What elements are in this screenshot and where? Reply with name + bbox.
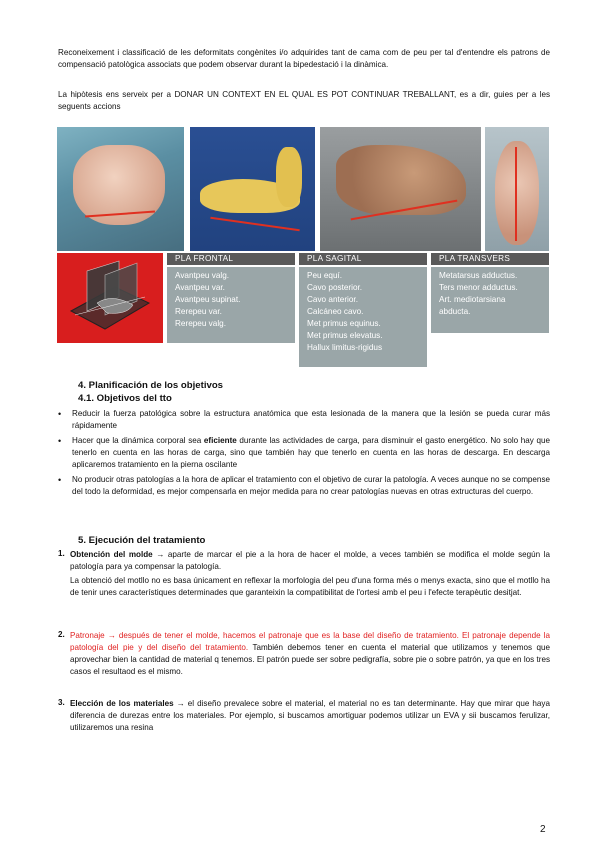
section-4-heading: 4. Planificación de los objetivos <box>78 380 224 391</box>
plane-frontal-title: PLA FRONTAL <box>167 253 295 265</box>
plane-transvers-item: Metatarsus adductus. <box>439 271 518 280</box>
plane-sagital-item: Cavo posterior. <box>307 283 363 292</box>
objectives-list <box>58 408 550 498</box>
item-1-body: → aparte de marcar el pie a la hora de hacer el molde, a veces también se modifica el molde según la patología para ya compensar la patología. <box>70 550 550 571</box>
item-3-label: Elección de los materiales <box>70 699 174 708</box>
plane-sagital-item: Calcáneo cavo. <box>307 307 364 316</box>
plane-transvers-item: Art. mediotarsiana <box>439 295 506 304</box>
plane-sagital-item: Peu equí. <box>307 271 343 280</box>
plane-transvers-item: abducta. <box>439 307 471 316</box>
item-2-body: También debemos tener en cuenta el material que utilizamos y tenemos que aprovechar bien la cantidad de material q tenemos. El patrón puede ser sobre pedigrafía, sobre pie o sobre patrón, ya que en los tres casos el resultaod es el mismo. <box>70 643 550 676</box>
plane-frontal-item: Rerepeu var. <box>175 307 222 316</box>
plane-frontal-item: Avantpeu supinat. <box>175 295 241 304</box>
item-3-number: 3. <box>58 698 65 707</box>
intro-paragraph: Reconeixement i classificació de les deformitats congènites i/o adquirides tant de cama com de peu per tal d'entendre els patrons de compensació patològica associats que podem observar durant la bipedestació i la dinàmica. <box>58 48 550 69</box>
photo-sagital-yellow <box>190 127 315 251</box>
list-item: • Hacer que la dinámica corporal sea eficiente durante las actividades de carga, para disminuir el gasto energético. No solo hay que tenerlo en cuenta en las horas de carga, sino que también hay que tenerlo en cuenta en las horas de descarga. En descarga aplicaremos tratamiento en la pierna oscilante <box>58 435 550 471</box>
list-item: • Reducir la fuerza patológica sobre la estructura anatómica que esta lesionada de la manera que la lesión se pueda curar más rápidamente <box>58 408 550 432</box>
plane-transvers-item: Ters menor adductus. <box>439 283 518 292</box>
item-2-highlight: Patronaje → después de tener el molde, hacemos el patronaje que es la base del diseño de tratamiento. El patronaje depende la patología del pie y del diseño del tratamiento. <box>70 631 550 652</box>
item-1-paragraph: La obtenció del motllo no es basa únicament en reflexar la morfologia del peu d'una forma més o menys exacta, sino que el motllo ha de tenir unes característiques determinades que garanteixin la compatibilitat de l'ortesi amb el peu i l'efecte terapèutic desitjat. <box>70 576 550 597</box>
plane-sagital-item: Hallux limitus-rigidus <box>307 343 383 352</box>
plane-transvers-list <box>431 267 549 333</box>
plane-frontal-item: Avantpeu valg. <box>175 271 230 280</box>
item-3-text <box>70 698 550 734</box>
item-1-label: Obtención del molde <box>70 550 153 559</box>
plane-sagital-item: Cavo anterior. <box>307 295 358 304</box>
page-number: 2 <box>540 824 546 835</box>
plane-frontal-item: Avantpeu var. <box>175 283 225 292</box>
plane-sagital-list <box>299 267 427 367</box>
photo-frontal <box>57 127 184 251</box>
intro-hypothesis: La hipòtesis ens serveix per a DONAR UN CONTEXT EN EL QUAL ES POT CONTINUAR TREBALLANT, es a dir, guies per a les seguents accions <box>58 90 550 111</box>
photo-transvers <box>485 127 549 251</box>
item-3-body: → el diseño prevalece sobre el material, el material no es tan determinante. Hay que mirar que haya diferencia de durezas entre los materiales. Por ejemplo, si buscamos amortiguar podemos utilizar un EVA y sii buscamos ferulizar, utilizaremos una resina <box>70 699 550 732</box>
foot-deformities-figure <box>57 127 549 367</box>
item-1-number: 1. <box>58 549 65 558</box>
planes-diagram <box>57 253 163 343</box>
plane-frontal-list <box>167 267 295 343</box>
section-5-heading: 5. Ejecución del tratamiento <box>78 535 206 546</box>
plane-sagital-item: Met primus equinus. <box>307 319 381 328</box>
list-item: • No producir otras patologías a la hora de aplicar el tratamiento con el objetivo de curar la patología. A veces aunque no se compense del todo la deformidad, es mejor compensarla en mejor medida para no crear patologías nuevas en otras extructuras del cuerpo. <box>58 474 550 498</box>
item-2-text <box>70 630 550 678</box>
item-1-text <box>70 549 550 573</box>
plane-transvers-title: PLA TRANSVERS <box>431 253 549 265</box>
plane-sagital-title: PLA SAGITAL <box>299 253 427 265</box>
item-2-number: 2. <box>58 630 65 639</box>
plane-sagital-item: Met primus elevatus. <box>307 331 383 340</box>
photo-sagital-foot <box>320 127 481 251</box>
plane-frontal-item: Rerepeu valg. <box>175 319 226 328</box>
section-4-1-heading: 4.1. Objetivos del tto <box>78 393 172 404</box>
